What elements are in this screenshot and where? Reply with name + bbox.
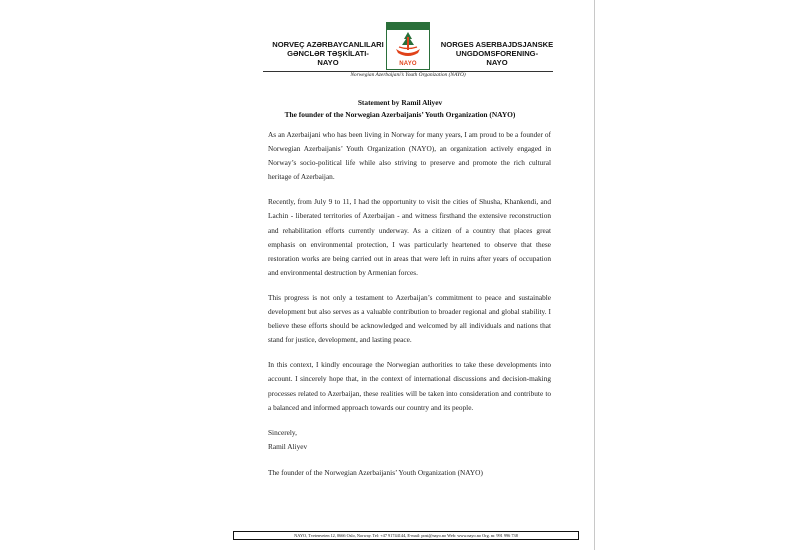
statement-subtitle: The founder of the Norwegian Azerbaijanis’ Youth Organization (NAYO) (284, 110, 516, 119)
signatory-name: Ramil Aliyev (268, 441, 308, 451)
header-subtitle: Norwegian Azerbaijani’s Youth Organization (NAYO) (350, 72, 466, 78)
logo-text: NAYO (399, 61, 417, 67)
footer-contact-info: NAYO, Tvetenveien 12, 0666 Oslo, Norway. Tel: +47 91744144, E-mail: post@nayo.no Web: www.nayo.no Org. nr. 991 996 738 (233, 531, 579, 540)
paragraph: This progress is not only a testament to Azerbaijan’s commitment to peace and sustainable development but also serves as a valuable contribution to broader regional and global stability. I believe these efforts should be acknowledged and welcomed by all individuals and nations that stand for justice, development, and lasting peace. (268, 292, 551, 345)
statement-body (268, 128, 551, 480)
header-right-line: UNGDOMSFORENING- (455, 49, 539, 59)
nayo-logo (386, 22, 430, 70)
header-right-line: NAYO (486, 58, 508, 68)
salutation: Sincerely, (268, 427, 297, 437)
paragraph: In this context, I kindly encourage the Norwegian authorities to take these developments into account. I sincerely hope that, in the context of international discussions and decision-making processes related to Azerbaijan, these realities will be taken into consideration and contribute to a balanced and informed approach towards our country and its people. (268, 360, 551, 412)
statement-title: Statement by Ramil Aliyev (357, 98, 443, 107)
header-right-line: NORGES ASERBAJDSJANSKE (440, 40, 554, 49)
page-edge (594, 0, 595, 550)
header-left-line: GƏNCLƏR TƏŞKİLATI- (287, 49, 369, 59)
statement-heading (245, 97, 555, 121)
closing-block (268, 426, 551, 480)
header-left-org-name (253, 40, 403, 68)
document-page (205, 0, 595, 550)
paragraph: As an Azerbaijani who has been living in Norway for many years, I am proud to be a founder of Norwegian Azerbaijanis’ Youth Organization (NAYO), an organization actively engaged in Norway’s socio-political life while also striving to preserve and promote the rich cultural heritage of Azerbaijan. (268, 130, 551, 182)
header-left-line: NAYO (317, 58, 339, 68)
paragraph: Recently, from July 9 to 11, I had the opportunity to visit the cities of Shusha, Khankendi, and Lachin - liberated territories of Azerbaijan - and witness firsthand the extensive reconstruction and rehabilitation efforts currently underway. As a citizen of a country that places great emphasis on environmental protection, I was particularly heartened to observe that these restoration works are being carried out in areas that were left in ruins after years of occupation and environmental destruction by Armenian forces. (268, 197, 551, 277)
header-left-line: NORVEÇ AZƏRBAYCANLILARI (272, 40, 384, 49)
signatory-title: The founder of the Norwegian Azerbaijanis’ Youth Organization (NAYO) (268, 467, 483, 477)
header-right-org-name (433, 40, 561, 68)
